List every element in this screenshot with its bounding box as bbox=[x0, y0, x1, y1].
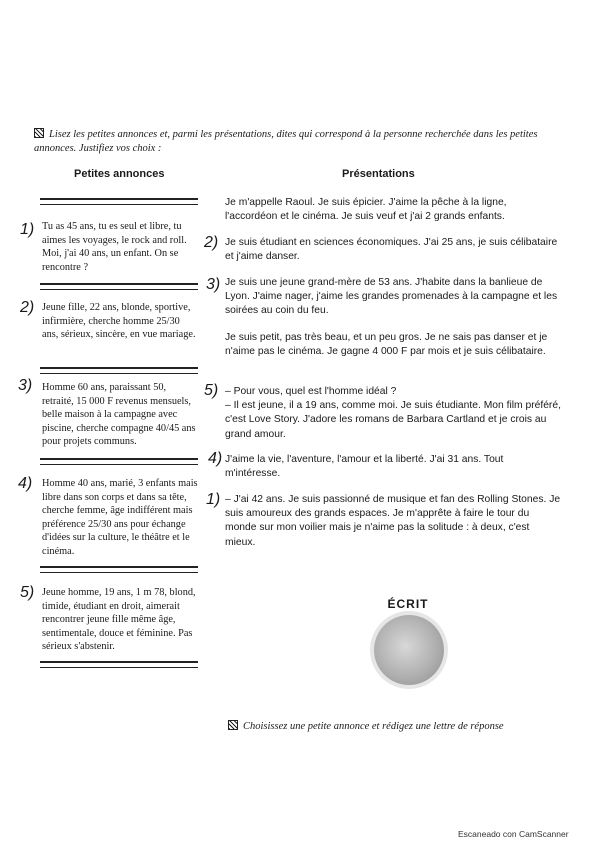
scanner-watermark: Escaneado con CamScanner bbox=[458, 829, 569, 839]
presentation-text: Je suis une jeune grand-mère de 53 ans. J'habite dans la banlieue de Lyon. J'aime nager, j'aime les grandes promenades à la campagne et les soirées au coin du feu. bbox=[225, 277, 558, 317]
handwritten-mark: 1) bbox=[20, 221, 35, 238]
handwritten-mark: 2) bbox=[20, 299, 35, 316]
handwritten-mark: 2) bbox=[204, 234, 219, 251]
writing-task-text: Choisissez une petite annonce et rédigez une lettre de réponse bbox=[243, 721, 504, 732]
presentation-text: – J'ai 42 ans. Je suis passionné de musique et fan des Rolling Stones. Je suis amoureux des grands espaces. Je m'apprête à faire le tour du monde sur mon voilier mais je n'aime pas la solitude : à deux, c'est mieux. bbox=[225, 494, 561, 548]
ads-separator bbox=[40, 458, 198, 465]
handwritten-mark: 4) bbox=[208, 450, 223, 467]
ads-separator bbox=[40, 367, 198, 374]
ecrit-label: ÉCRIT bbox=[387, 597, 429, 611]
handwritten-mark: 5) bbox=[20, 584, 35, 601]
handwritten-mark: 1) bbox=[206, 491, 221, 508]
ad-text: Tu as 45 ans, tu es seul et libre, tu aimes les voyages, le rock and roll. Moi, j'ai 40 ans, un enfant. On se rencontre ? bbox=[42, 221, 187, 273]
ad-text: Jeune fille, 22 ans, blonde, sportive, infirmière, cherche homme 25/30 ans, sérieux, sincère, en vue mariage. bbox=[42, 302, 196, 341]
presentation-text: Je suis étudiant en sciences économiques. J'ai 25 ans, je suis célibataire et j'aime danser. bbox=[225, 237, 558, 263]
ads-separator bbox=[40, 566, 198, 573]
ads-separator bbox=[40, 283, 198, 290]
presentation-text: Je suis petit, pas très beau, et un peu gros. Je ne sais pas danser et je n'aime pas le cinéma. Je gagne 4 000 F par mois et je suis célibataire. bbox=[225, 332, 548, 358]
ad-text: Jeune homme, 19 ans, 1 m 78, blond, timide, étudiant en droit, aimerait rencontrer jeune fille même âge, sentimentale, douce et féminine. Pas sérieux s'abstenir. bbox=[42, 587, 196, 653]
ads-separator bbox=[40, 661, 198, 668]
presentations-heading: Présentations bbox=[342, 168, 415, 180]
presentation-text: – Pour vous, quel est l'homme idéal ? – Il est jeune, il a 19 ans, comme moi. Je suis étudiante. Mon film préféré, c'est Love Story. J'adore les romans de Barbara Cartland et je crois au grand amour. bbox=[225, 386, 561, 440]
ad-text: Homme 40 ans, marié, 3 enfants mais libre dans son corps et dans sa tête, cherche femme, âge indifférent mais préférence 25/30 ans pour échange d'idées sur la culture, le théâtre et le cinéma. bbox=[42, 478, 198, 557]
ads-heading: Petites annonces bbox=[74, 168, 165, 180]
presentation-text: Je m'appelle Raoul. Je suis épicier. J'aime la pêche à la ligne, l'accordéon et le cinéma. Je suis veuf et j'ai 2 grands enfants. bbox=[225, 197, 507, 223]
exercise-square-icon bbox=[228, 720, 238, 730]
exercise-square-icon bbox=[34, 128, 44, 138]
handwritten-mark: 5) bbox=[204, 382, 219, 399]
presentation-text: J'aime la vie, l'aventure, l'amour et la liberté. J'ai 31 ans. Tout m'intéresse. bbox=[225, 454, 504, 480]
handwritten-mark: 3) bbox=[18, 377, 33, 394]
handwritten-mark: 3) bbox=[206, 276, 221, 293]
writing-task bbox=[228, 720, 504, 732]
ads-separator bbox=[40, 198, 198, 205]
handwritten-mark: 4) bbox=[18, 475, 33, 492]
instruction-text: Lisez les petites annonces et, parmi les présentations, dites qui correspond à la personne recherchée dans les petites annonces. Justifiez vos choix : bbox=[34, 129, 538, 154]
ecrit-emblem bbox=[374, 615, 444, 685]
ad-text: Homme 60 ans, paraissant 50, retraité, 15 000 F revenus mensuels, belle maison à la campagne avec piscine, cherche compagne 40/45 ans pour projets communs. bbox=[42, 382, 196, 448]
instruction bbox=[34, 128, 569, 156]
